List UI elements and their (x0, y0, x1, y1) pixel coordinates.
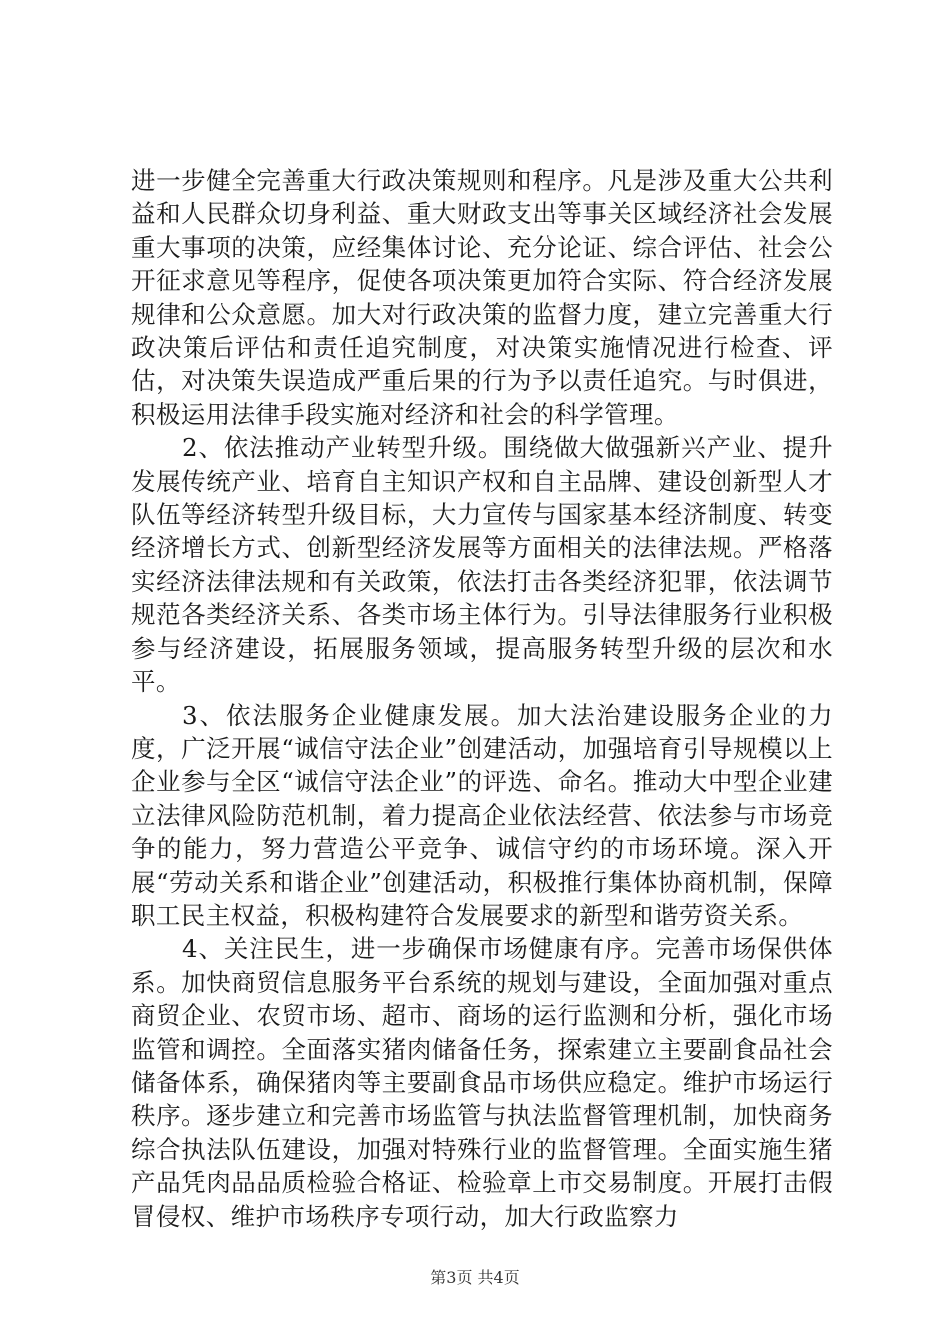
paragraph-enterprise-development: 3、依法服务企业健康发展。加大法治建设服务企业的力度，广泛开展“诚信守法企业”创建活动，加强培育引导规模以上企业参与全区“诚信守法企业”的评选、命名。推动大中型企业建立法律风险防范机制，着力提高企业依法经营、依法参与市场竞争的能力，努力营造公平竞争、诚信守约的市场环境。深入开展“劳动关系和谐企业”创建活动，积极推行集体协商机制，保障职工民主权益，积极构建符合发展要求的新型和谐劳资关系。 (131, 700, 833, 930)
page-number-footer: 第3页 共4页 (430, 1268, 520, 1287)
paragraph-industrial-upgrading: 2、依法推动产业转型升级。围绕做大做强新兴产业、提升发展传统产业、培育自主知识产权和自主品牌、建设创新型人才队伍等经济转型升级目标，大力宣传与国家基本经济制度、转变经济增长方式、创新型经济发展等方面相关的法律法规。严格落实经济法律法规和有关政策，依法打击各类经济犯罪，依法调节规范各类经济关系、各类市场主体行为。引导法律服务行业积极参与经济建设，拓展服务领域，提高服务转型升级的层次和水平。 (131, 433, 833, 697)
paragraph-decision-rules: 进一步健全完善重大行政决策规则和程序。凡是涉及重大公共利益和人民群众切身利益、重大财政支出等事关区域经济社会发展重大事项的决策，应经集体讨论、充分论证、综合评估、社会公开征求意见等程序，促使各项决策更加符合实际、符合经济发展规律和公众意愿。加大对行政决策的监督力度，建立完善重大行政决策后评估和责任追究制度，对决策实施情况进行检查、评估，对决策失误造成严重后果的行为予以责任追究。与时俱进，积极运用法律手段实施对经济和社会的科学管理。 (131, 166, 833, 429)
paragraph-market-order: 4、关注民生，进一步确保市场健康有序。完善市场保供体系。加快商贸信息服务平台系统的规划与建设，全面加强对重点商贸企业、农贸市场、超市、商场的运行监测和分析，强化市场监管和调控。全面落实猪肉储备任务，探索建立主要副食品社会储备体系，确保猪肉等主要副食品市场供应稳定。维护市场运行秩序。逐步建立和完善市场监管与执法监督管理机制，加快商务综合执法队伍建设，加强对特殊行业的监督管理。全面实施生猪产品凭肉品品质检验合格证、检验章上市交易制度。开展打击假冒侵权、维护市场秩序专项行动，加大行政监察力 (131, 934, 833, 1231)
document-body (131, 164, 833, 1233)
